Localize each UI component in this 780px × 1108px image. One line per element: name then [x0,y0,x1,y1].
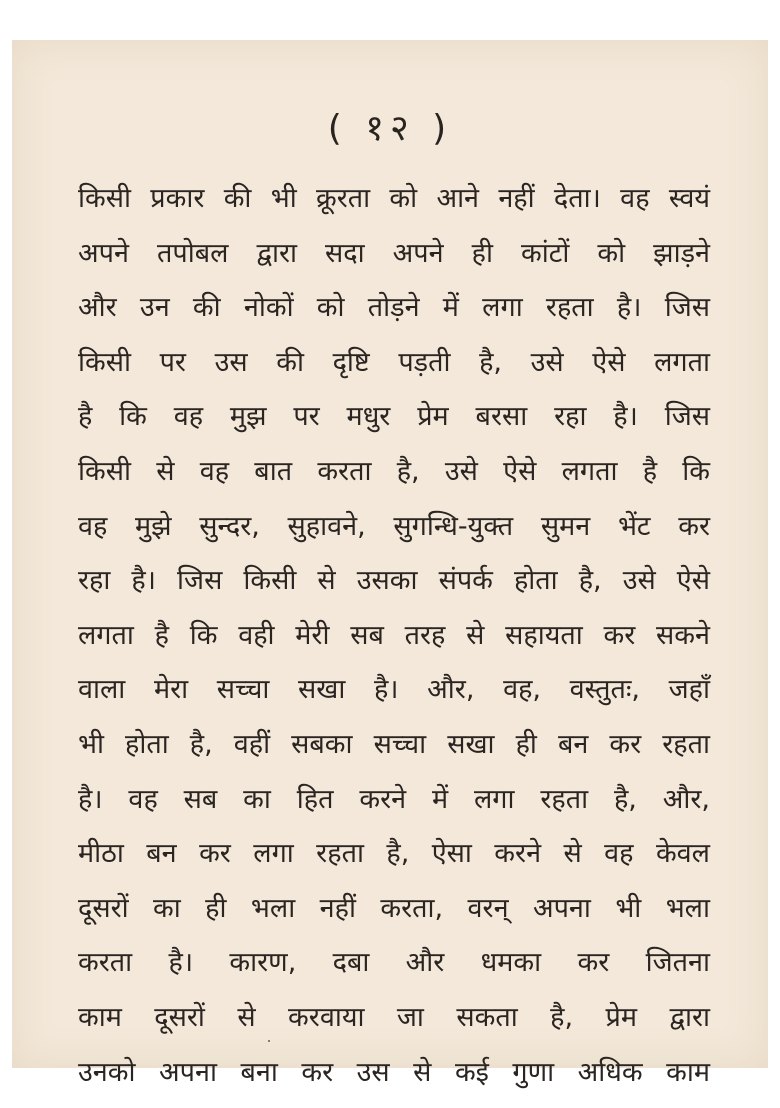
text-line: है कि वह मुझ पर मधुर प्रेम बरसा रहा है। जिस [78,401,710,433]
text-line: उनको अपना बना कर उस से कई गुणा अधिक काम [78,1056,710,1088]
text-line: किसी पर उस की दृष्टि पड़ती है, उसे ऐसे लगता [78,346,710,378]
text-line: किसी से वह बात करता है, उसे ऐसे लगता है कि [78,455,710,487]
body-text [78,172,710,1100]
text-line: भी होता है, वहीं सबका सच्चा सखा ही बन कर रहता [78,728,710,760]
text-line: काम दूसरों से करवाया जा सकता है, प्रेम द्वारा [78,1001,710,1033]
text-line: रहा है। जिस किसी से उसका संपर्क होता है, उसे ऐसे [78,565,710,597]
text-line: वाला मेरा सच्चा सखा है। और, वह, वस्तुतः, जहाँ [78,674,710,706]
text-line: करता है। कारण, दबा और धमका कर जितना [78,947,710,979]
text-line: वह मुझे सुन्दर, सुहावने, सुगन्धि-युक्त सुमन भेंट कर [78,510,710,542]
paper-speck [268,1040,270,1042]
text-line: लगता है कि वही मेरी सब तरह से सहायता कर सकने [78,619,710,651]
text-line: किसी प्रकार की भी क्रूरता को आने नहीं देता। वह स्वयं [78,183,710,214]
text-line: है। वह सब का हित करने में लगा रहता है, और, [78,783,710,815]
text-line: और उन की नोकों को तोड़ने में लगा रहता है। जिस [78,292,710,324]
text-line: दूसरों का ही भला नहीं करता, वरन् अपना भी भला [78,892,710,924]
book-page [12,40,768,1088]
text-line: मीठा बन कर लगा रहता है, ऐसा करने से वह केवल [78,838,710,870]
page-number: ( १२ ) [327,108,453,149]
text-line: अपने तपोबल द्वारा सदा अपने ही कांटों को झाड़ने [78,237,710,269]
